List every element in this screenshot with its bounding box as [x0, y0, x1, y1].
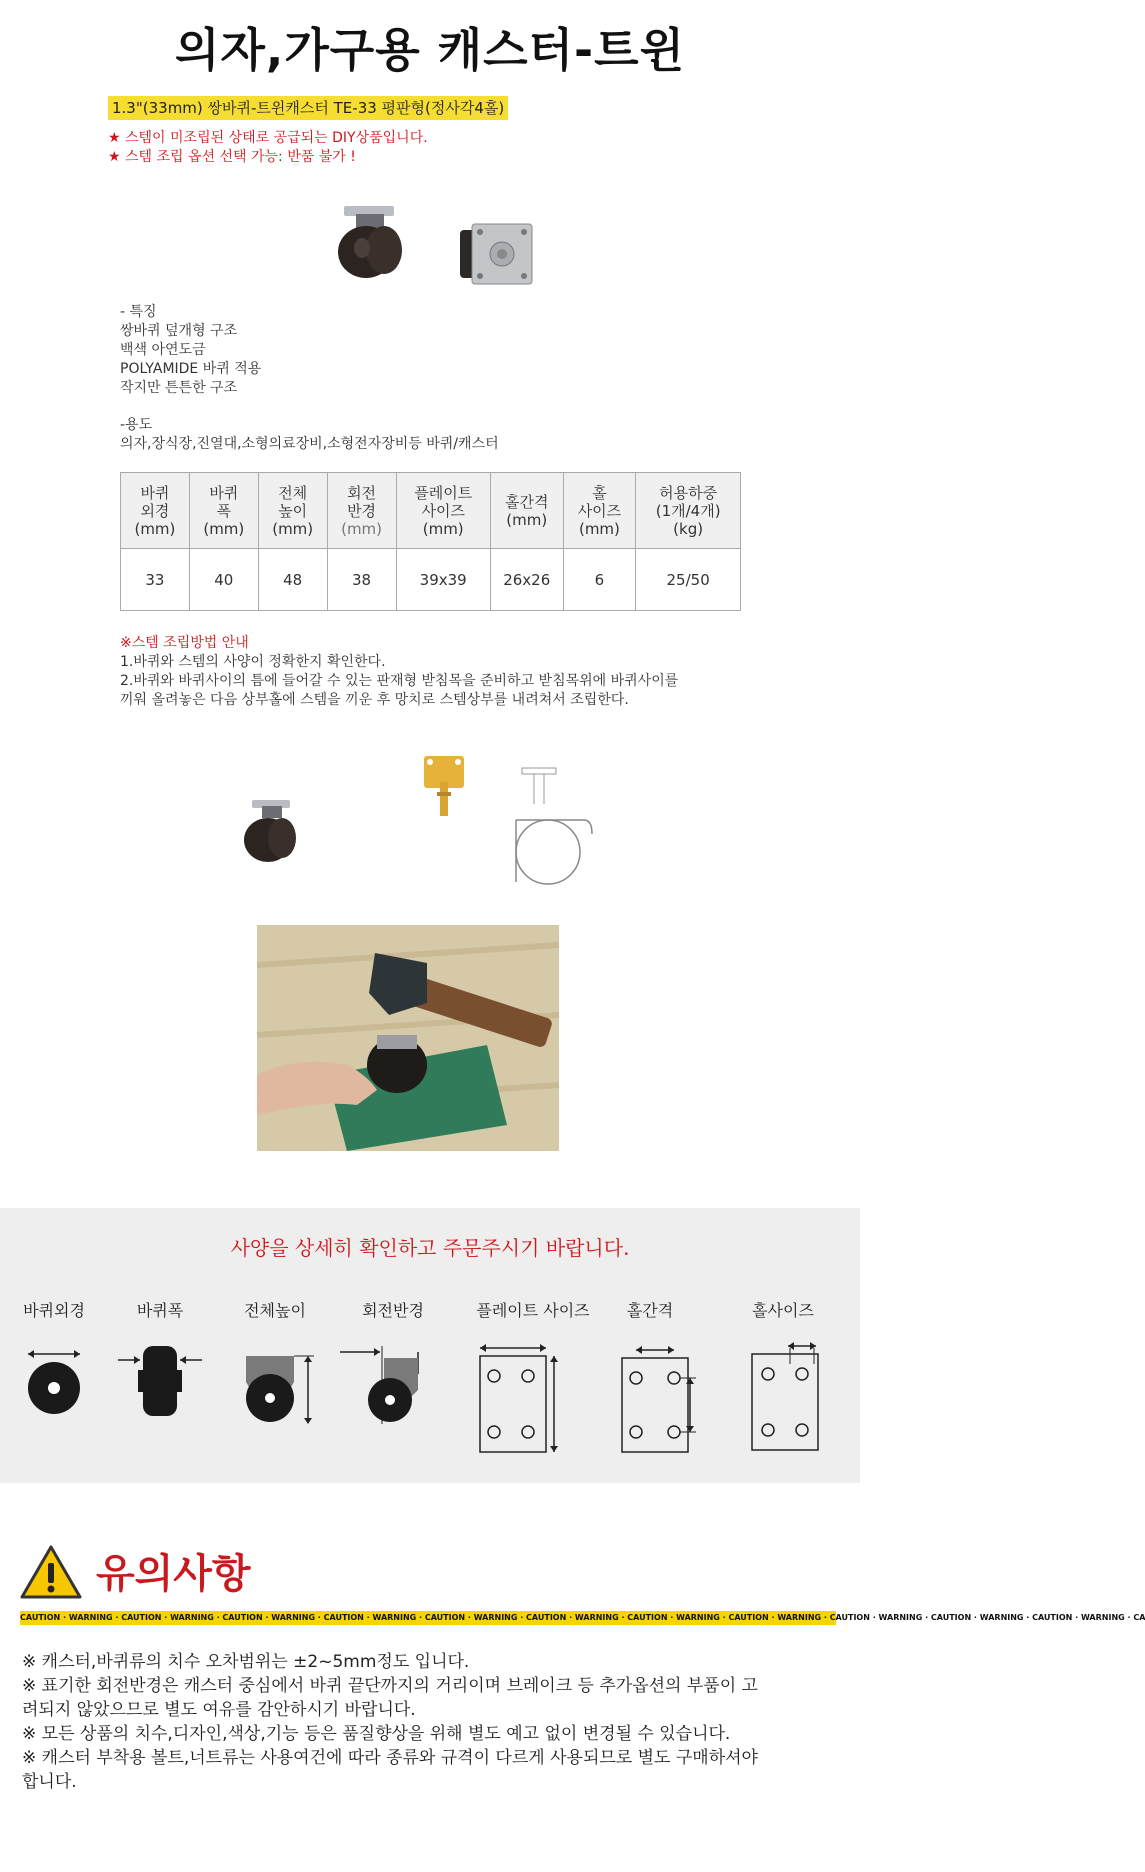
page-title: 의자,가구용 캐스터-트윈 — [175, 23, 685, 77]
header-plate-size: 플레이트 사이즈 (mm) — [396, 473, 490, 549]
label-hole-spacing: 홀간격 — [626, 1301, 674, 1320]
usage-heading: -용도 — [120, 417, 153, 433]
assembly-step-2: 2.바퀴와 바퀴사이의 틈에 들어갈 수 있는 판재형 받침목을 준비하고 받침목위에 바퀴사이를 — [120, 673, 679, 689]
value-hole-size: 6 — [563, 549, 636, 611]
label-wheel-width: 바퀴폭 — [136, 1301, 184, 1320]
caution-tape: CAUTION · WARNING · CAUTION · WARNING · CAUTION · WARNING · CAUTION · WARNING · CAUTION · WARNING · CAUTION · WARNING · CAUTION · WARNING · CAUTION · WARNING · CAUTION · WARNING · CAUTION · WARNING · CAUTION · WARNING · CA — [20, 1611, 836, 1625]
spec-header-row — [121, 473, 741, 549]
warning-icon — [20, 1544, 82, 1600]
usage-text: 의자,장식장,진열대,소형의료장비,소형전자장비등 바퀴/캐스터 — [120, 436, 499, 452]
feature-item: 쌍바퀴 덮개형 구조 — [120, 323, 238, 339]
swivel-radius-diagram — [338, 1344, 426, 1426]
label-swivel-radius: 회전반경 — [362, 1301, 424, 1320]
feature-item: 백색 아연도금 — [120, 342, 206, 358]
feature-item: POLYAMIDE 바퀴 적용 — [120, 361, 262, 377]
header-load-capacity: 허용하중 (1개/4개) (kg) — [636, 473, 741, 549]
value-total-height: 48 — [258, 549, 327, 611]
total-height-diagram — [244, 1352, 316, 1428]
warning-line: 려되지 않았으므로 별도 여유를 감안하시기 바랍니다. — [22, 1700, 416, 1720]
warning-line: ※ 캐스터 부착용 볼트,너트류는 사용여건에 따라 종류와 규격이 다르게 사용되므로 별도 구매하셔야 — [22, 1748, 758, 1768]
value-wheel-diameter: 33 — [121, 549, 190, 611]
label-total-height: 전체높이 — [244, 1301, 306, 1320]
caster-side-photo — [318, 200, 418, 290]
diy-notice: ★ 스템이 미조립된 상태로 공급되는 DIY상품입니다. — [108, 130, 428, 146]
product-subtitle: 1.3"(33mm) 쌍바퀴-트윈캐스터 TE-33 평판형(정사각4홀) — [108, 96, 508, 120]
assembly-heading: ※스템 조립방법 안내 — [120, 635, 249, 651]
header-hole-size: 홀 사이즈 (mm) — [563, 473, 636, 549]
header-wheel-diameter: 바퀴 외경 (mm) — [121, 473, 190, 549]
label-hole-size: 홀사이즈 — [752, 1301, 814, 1320]
stem-photo — [420, 752, 476, 824]
value-hole-spacing: 26x26 — [490, 549, 563, 611]
caster-top-photo — [456, 220, 544, 288]
spec-value-row — [121, 549, 741, 611]
header-swivel-radius: 회전 반경 (mm) — [327, 473, 396, 549]
value-swivel-radius: 38 — [327, 549, 396, 611]
dimension-guide-title: 사양을 상세히 확인하고 주문주시기 바랍니다. — [230, 1236, 630, 1260]
header-total-height: 전체 높이 (mm) — [258, 473, 327, 549]
hole-size-diagram — [748, 1336, 824, 1452]
wheel-diameter-diagram — [22, 1346, 88, 1418]
hole-spacing-diagram — [618, 1344, 698, 1454]
value-wheel-width: 40 — [189, 549, 258, 611]
assembly-step-1: 1.바퀴와 스템의 사양이 정확한지 확인한다. — [120, 654, 386, 670]
warning-line: ※ 모든 상품의 치수,디자인,색상,기능 등은 품질향상을 위해 별도 예고 없이 변경될 수 있습니다. — [22, 1724, 731, 1744]
plate-size-diagram — [476, 1340, 560, 1454]
caster-drawing — [500, 762, 596, 890]
header-hole-spacing: 홀간격 (mm) — [490, 473, 563, 549]
value-plate-size: 39x39 — [396, 549, 490, 611]
warning-title: 유의사항 — [96, 1551, 251, 1597]
hammer-assembly-photo — [257, 925, 559, 1151]
spec-table — [120, 472, 741, 611]
warning-line: 합니다. — [22, 1772, 77, 1792]
feature-item: 작지만 튼튼한 구조 — [120, 380, 238, 396]
assembly-step-2-cont: 끼워 올려놓은 다음 상부홀에 스템을 끼운 후 망치로 스템상부를 내려쳐서 조립한다. — [120, 692, 629, 708]
warning-line: ※ 캐스터,바퀴류의 치수 오차범위는 ±2~5mm정도 입니다. — [22, 1652, 470, 1672]
wheel-width-diagram — [116, 1340, 204, 1420]
warning-line: ※ 표기한 회전반경은 캐스터 중심에서 바퀴 끝단까지의 거리이며 브레이크 등 추가옵션의 부품이 고 — [22, 1676, 758, 1696]
caster-assembled-photo — [228, 792, 308, 872]
features-heading: - 특징 — [120, 304, 157, 320]
label-plate-size: 플레이트 사이즈 — [476, 1301, 590, 1320]
label-wheel-diameter: 바퀴외경 — [23, 1301, 85, 1320]
assembly-option-notice: ★ 스템 조립 옵션 선택 가능: 반품 불가 ! — [108, 149, 356, 165]
value-load-capacity: 25/50 — [636, 549, 741, 611]
header-wheel-width: 바퀴 폭 (mm) — [189, 473, 258, 549]
